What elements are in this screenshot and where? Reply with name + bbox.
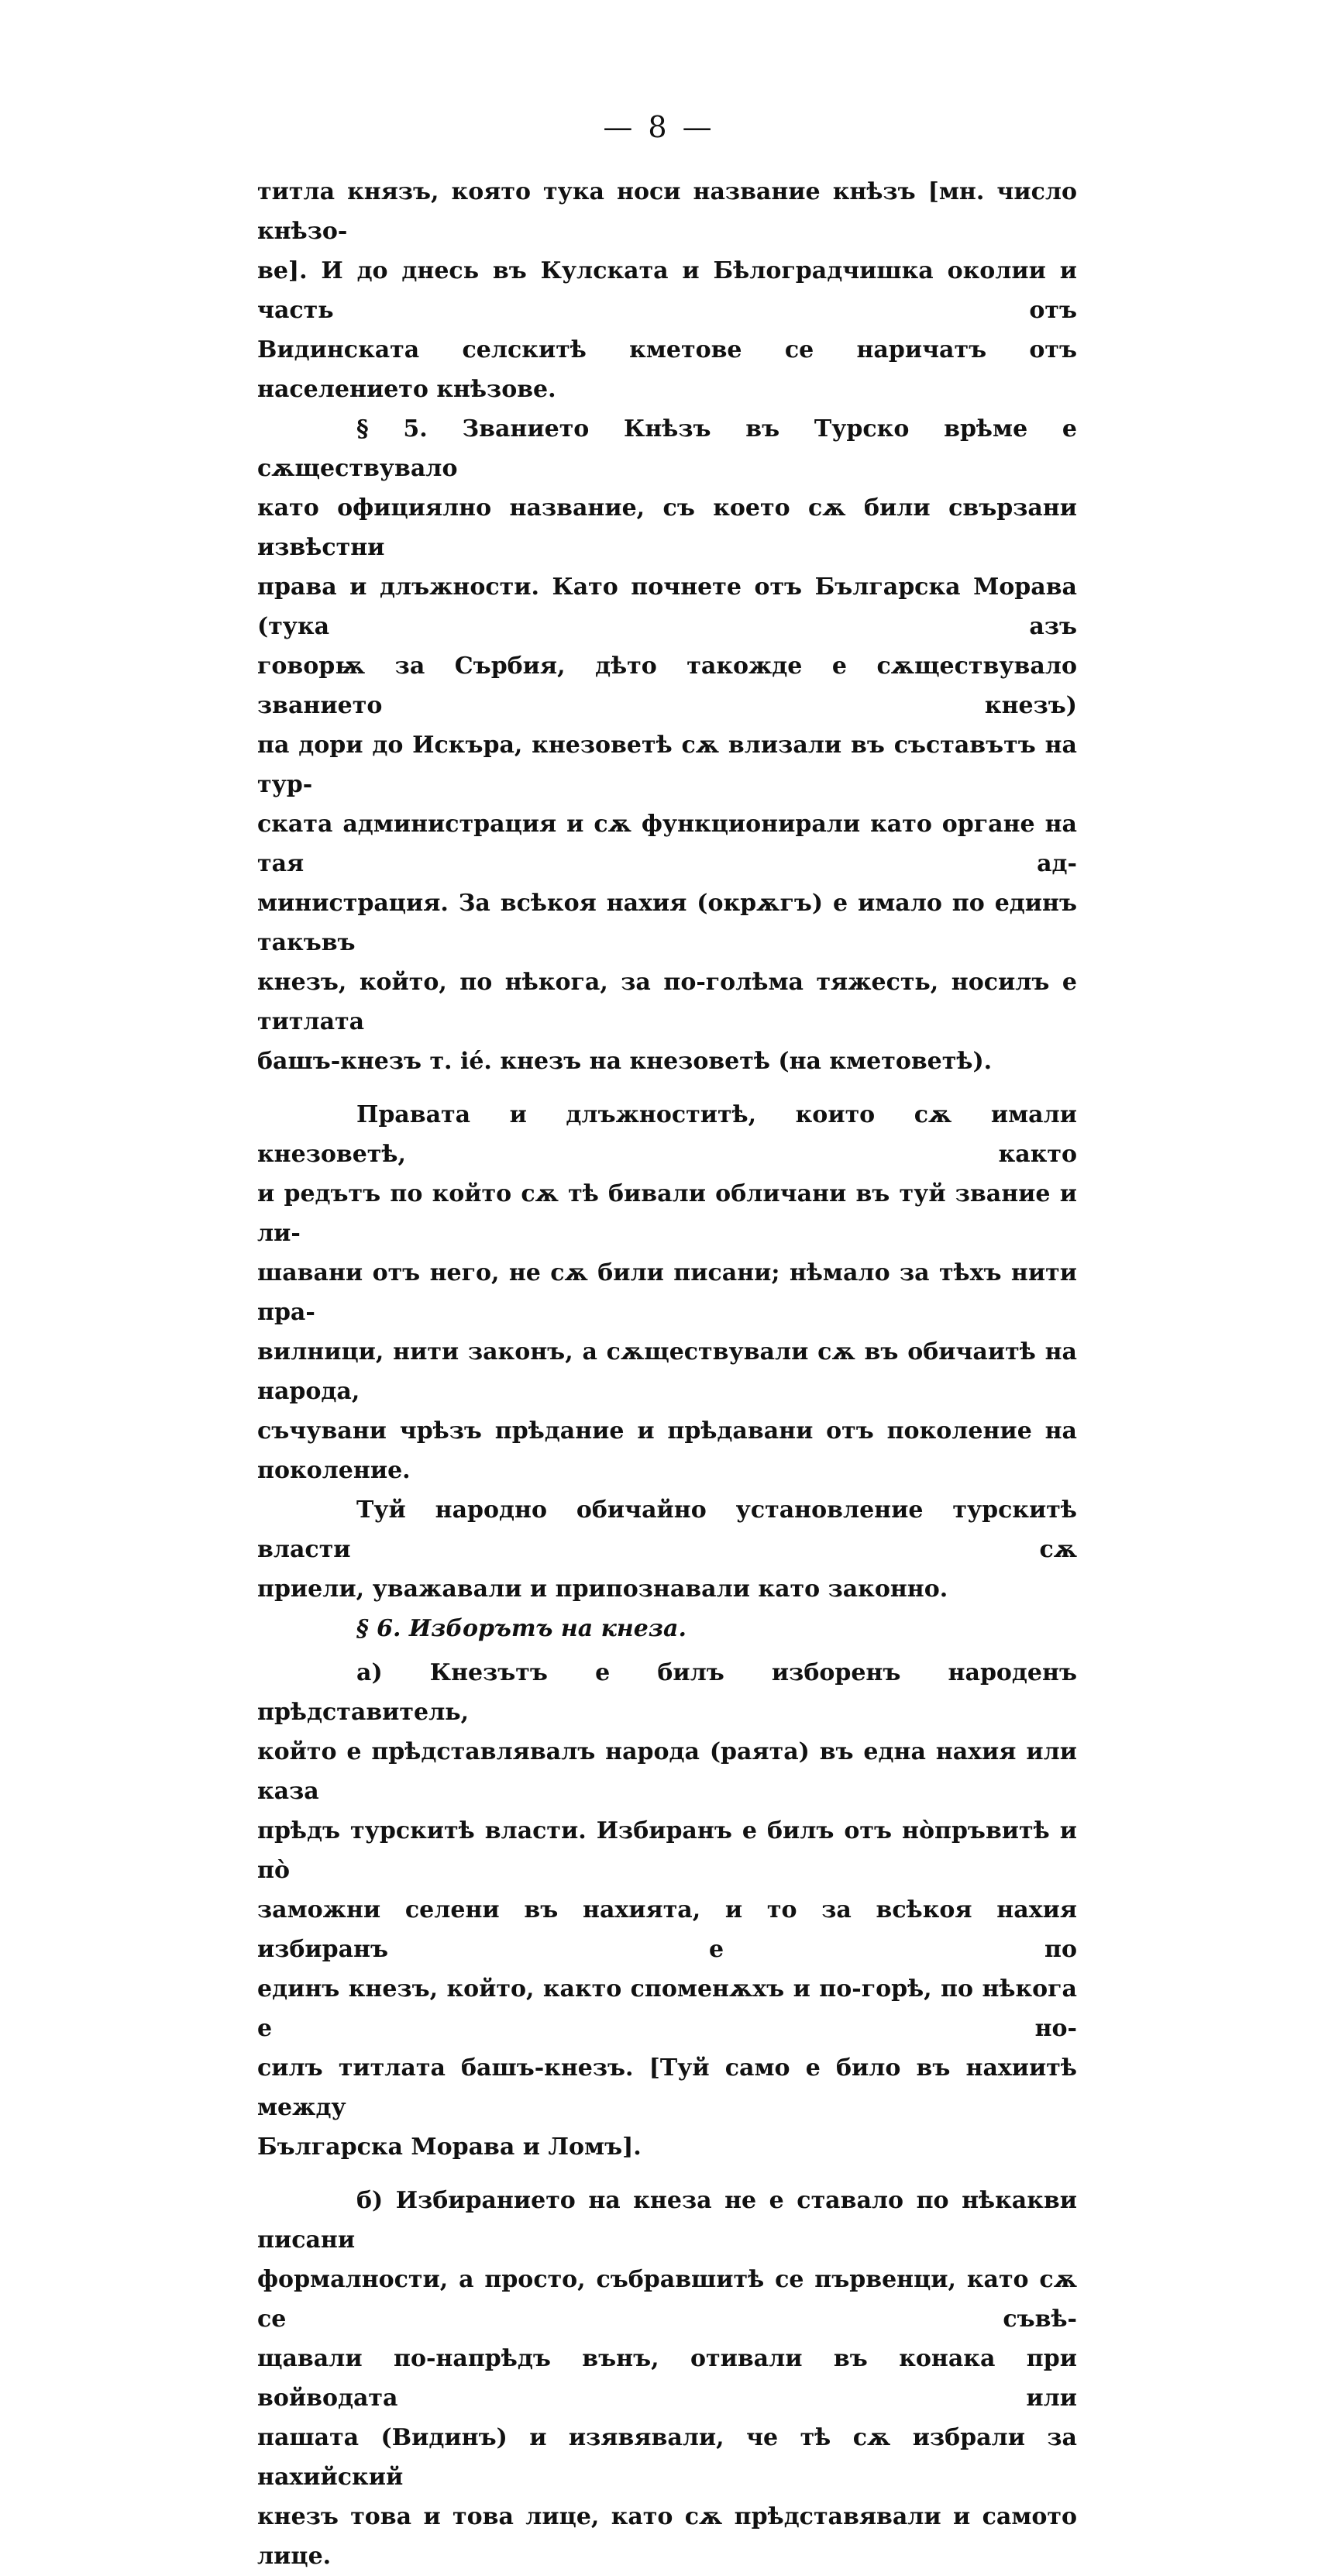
text-line: ве]. И до днесь въ Кулската и Бѣлоградчишка околии и часть отъ xyxy=(257,257,1077,324)
text-line: прѣдъ турскитѣ власти. Избиранъ е билъ отъ нòпръвитѣ и пò xyxy=(257,1817,1077,1884)
text-line: титла князъ, която тука носи название кнѣзъ [мн. число кнѣзо- xyxy=(257,178,1077,245)
text-line: като официялно название, съ което сѫ били свързани извѣстни xyxy=(257,494,1077,561)
text-line: единъ кнезъ, който, както споменѫхъ и по-горѣ, по нѣкога е но- xyxy=(257,1975,1077,2042)
text-line: а) Кнезътъ е билъ изборенъ народенъ прѣдставитель, xyxy=(257,1659,1077,1726)
text-line: Туй народно обичайно установление турскитѣ власти сѫ xyxy=(257,1496,1077,1563)
text-line: министрация. За всѣкоя нахия (окрѫгъ) е имало по единъ такъвъ xyxy=(257,890,1077,956)
text-line: щавали по-напрѣдъ вънъ, отивали въ конака при войводата или xyxy=(257,2345,1077,2412)
text-line: говорѭ за Сърбия, дѣто такожде е сѫществувало званието кнезъ) xyxy=(257,653,1077,719)
text-line: кнезъ това и това лице, като сѫ прѣдставявали и самото лице. xyxy=(257,2503,1077,2570)
text-line: Правата и длъжноститѣ, които сѫ имали кнезоветѣ, както xyxy=(257,1101,1077,1168)
text-line: ската администрация и сѫ функционирали като органе на тая ад- xyxy=(257,811,1077,877)
section-6-heading: § 6. Изборътъ на кнеза. xyxy=(356,1615,687,1642)
text-line: силъ титлата башъ-кнезъ. [Туй само е било въ нахиитѣ между xyxy=(257,2054,1077,2121)
text-line: вилници, нити законъ, а сѫществували сѫ въ обичаитѣ на народа, xyxy=(257,1338,1077,1405)
text-line: башъ-кнезъ т. іé. кнезъ на кнезоветѣ (на кметоветѣ). xyxy=(257,1048,993,1075)
page-number: — 8 — xyxy=(603,110,715,144)
text-line: пашата (Видинъ) и изявявали, че тѣ сѫ избрали за нахийский xyxy=(257,2424,1077,2491)
section-5-heading-line: § 5. Званието Кнѣзъ въ Турско врѣме е сѫществувало xyxy=(257,415,1077,482)
text-line: който е прѣдставлявалъ народа (раята) въ една нахия или каза xyxy=(257,1738,1077,1805)
text-line: па дори до Искъра, кнезоветѣ сѫ влизали въ съставътъ на тур- xyxy=(257,732,1077,798)
text-line: Българска Морава и Ломъ]. xyxy=(257,2133,642,2161)
text-line: права и длъжности. Като почнете отъ Българска Морава (тука азъ xyxy=(257,573,1077,640)
text-line: б) Избиранието на кнеза не е ставало по нѣкакви писани xyxy=(257,2187,1077,2254)
text-line: и редътъ по който сѫ тѣ бивали обличани въ туй звание и ли- xyxy=(257,1180,1077,1247)
text-line: приели, уважавали и припознавали като законно. xyxy=(257,1576,948,1603)
body-text xyxy=(257,172,1077,2576)
text-line: кнезъ, който, по нѣкога, за по-голѣма тяжесть, носилъ е титлата xyxy=(257,969,1077,1035)
text-line: шавани отъ него, не сѫ били писани; нѣмало за тѣхъ нити пра- xyxy=(257,1259,1077,1326)
text-line: заможни селени въ нахията, и то за всѣкоя нахия избиранъ е по xyxy=(257,1896,1077,1963)
text-line: Видинската селскитѣ кметове се наричатъ отъ населението кнѣзове. xyxy=(257,336,1077,403)
text-line: формалности, а просто, събравшитѣ се първенци, като сѫ се съвѣ- xyxy=(257,2266,1077,2333)
text-line: съчувани чрѣзъ прѣдание и прѣдавани отъ поколение на поколение. xyxy=(257,1417,1077,1484)
